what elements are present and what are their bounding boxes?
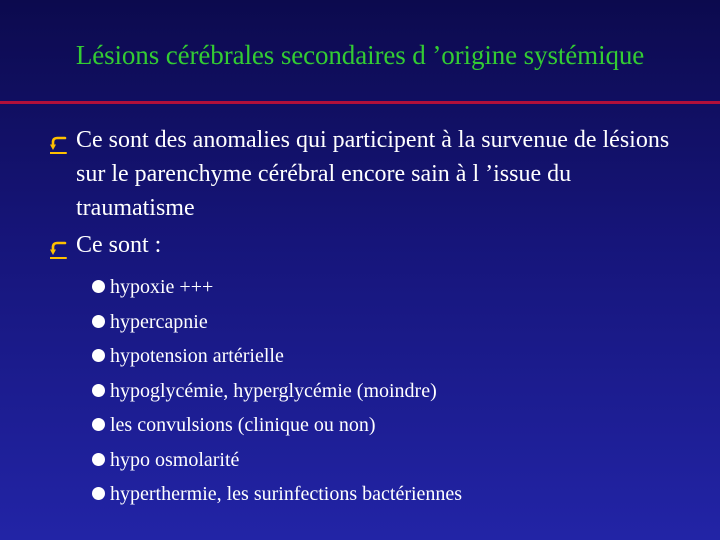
curved-arrow-icon bbox=[50, 236, 68, 270]
sub-bullet-list bbox=[90, 270, 462, 512]
bullet-text: Ce sont des anomalies qui participent à la survenue de lésions sur le parenchyme cérébral encore sain à l ’issue du traumatisme bbox=[76, 127, 670, 221]
sub-bullet-item bbox=[90, 443, 462, 478]
bullet-text: Ce sont : bbox=[76, 232, 162, 258]
round-dot-icon bbox=[92, 453, 105, 466]
sub-bullet-item bbox=[90, 339, 462, 374]
round-dot-icon bbox=[92, 280, 105, 293]
round-dot-icon bbox=[92, 384, 105, 397]
round-dot-icon bbox=[92, 487, 105, 500]
curved-arrow-icon bbox=[50, 131, 68, 165]
bullet-item bbox=[50, 123, 670, 225]
sub-bullet-item bbox=[90, 374, 462, 409]
slide-title: Lésions cérébrales secondaires d ’origine systémique bbox=[75, 40, 645, 70]
bullet-item bbox=[50, 228, 670, 262]
title-divider bbox=[0, 101, 720, 104]
sub-bullet-text: hypoglycémie, hyperglycémie (moindre) bbox=[110, 379, 437, 402]
round-dot-icon bbox=[92, 315, 105, 328]
sub-bullet-text: hyperthermie, les surinfections bactériennes bbox=[110, 483, 463, 505]
sub-bullet-item bbox=[90, 408, 462, 443]
sub-bullet-item bbox=[90, 305, 462, 340]
sub-bullet-text: hypo osmolarité bbox=[110, 448, 240, 471]
sub-bullet-text: les convulsions (clinique ou non) bbox=[110, 414, 376, 436]
sub-bullet-text: hypercapnie bbox=[110, 310, 208, 333]
sub-bullet-text: hypotension artérielle bbox=[110, 345, 284, 367]
round-dot-icon bbox=[92, 349, 105, 362]
sub-bullet-text: hypoxie +++ bbox=[110, 276, 214, 298]
round-dot-icon bbox=[92, 418, 105, 431]
sub-bullet-item bbox=[90, 477, 462, 512]
sub-bullet-item bbox=[90, 270, 462, 305]
